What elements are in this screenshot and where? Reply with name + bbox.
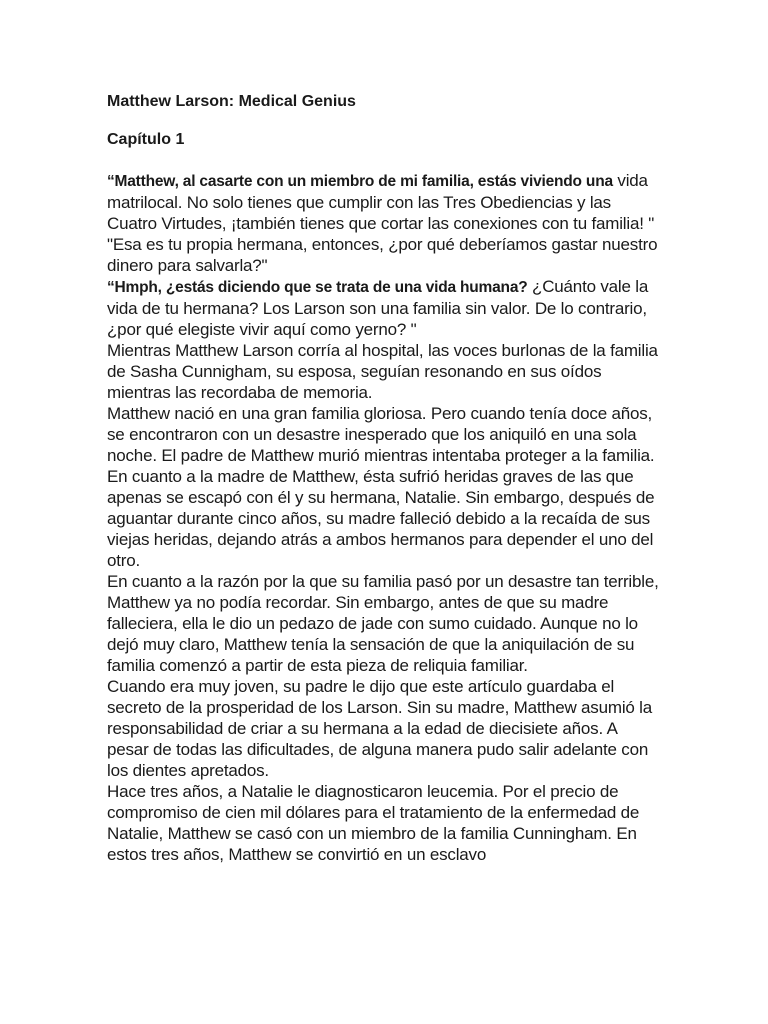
paragraph-text: En cuanto a la razón por la que su familia pasó por un desastre tan terrible, Matthew ya no podía recordar. Sin embargo, antes de que su madre falleciera, ella le dio un pedazo de jade con sumo cuidado. Aunque no lo dejó muy claro, Matthew tenía la sensación de que la aniquilación de su familia comenzó a partir de esta pieza de reliquia familiar. bbox=[107, 572, 659, 675]
paragraph-text: vida matrilocal. No solo tienes que cumplir con las Tres Obediencias y las Cuatro Virtudes, ¡también tienes que cortar las conexiones con tu familia! " bbox=[107, 171, 655, 233]
paragraph-text: Hace tres años, a Natalie le diagnosticaron leucemia. Por el precio de compromiso de cien mil dólares para el tratamiento de la enfermedad de Natalie, Matthew se casó con un miembro de la familia Cunningham. En estos tres años, Matthew se convirtió en un esclavo bbox=[107, 782, 640, 864]
paragraph bbox=[107, 340, 659, 403]
paragraph bbox=[107, 276, 659, 340]
paragraph bbox=[107, 781, 659, 865]
chapter-heading: Capítulo 1 bbox=[107, 131, 185, 148]
paragraph-text: Mientras Matthew Larson corría al hospital, las voces burlonas de la familia de Sasha Cunnigham, su esposa, seguían resonando en sus oídos mientras las recordaba de memoria. bbox=[107, 341, 658, 402]
paragraph bbox=[107, 571, 659, 676]
paragraph bbox=[107, 234, 659, 276]
paragraph bbox=[107, 676, 659, 781]
paragraph bbox=[107, 170, 659, 234]
paragraph-text: Cuando era muy joven, su padre le dijo que este artículo guardaba el secreto de la prosperidad de los Larson. Sin su madre, Matthew asumió la responsabilidad de criar a su hermana a la edad de diecisiete años. A pesar de todas las dificultades, de alguna manera pudo salir adelante con los dientes apretados. bbox=[107, 677, 653, 780]
paragraph-text: "Esa es tu propia hermana, entonces, ¿por qué deberíamos gastar nuestro dinero para salvarla?" bbox=[107, 235, 658, 275]
document-page bbox=[107, 92, 659, 865]
paragraph-text: Matthew nació en una gran familia gloriosa. Pero cuando tenía doce años, se encontraron con un desastre inesperado que los aniquiló en una sola noche. El padre de Matthew murió mientras intentaba proteger a la familia. En cuanto a la madre de Matthew, ésta sufrió heridas graves de las que apenas se escapó con él y su hermana, Natalie. Sin embargo, después de aguantar durante cinco años, su madre falleció debido a la recaída de sus viejas heridas, dejando atrás a ambos hermanos para depender el uno del otro. bbox=[107, 404, 655, 570]
chapter-body bbox=[107, 170, 659, 865]
document-title: Matthew Larson: Medical Genius bbox=[107, 93, 356, 110]
paragraph-lead: “Hmph, ¿estás diciendo que se trata de una vida humana? bbox=[107, 279, 528, 296]
paragraph-text: ¿Cuánto vale la vida de tu hermana? Los Larson son una familia sin valor. De lo contrario, ¿por qué elegiste vivir aquí como yerno? " bbox=[107, 277, 649, 339]
paragraph-lead: “Matthew, al casarte con un miembro de mi familia, estás viviendo una bbox=[107, 173, 613, 190]
paragraph bbox=[107, 403, 659, 571]
